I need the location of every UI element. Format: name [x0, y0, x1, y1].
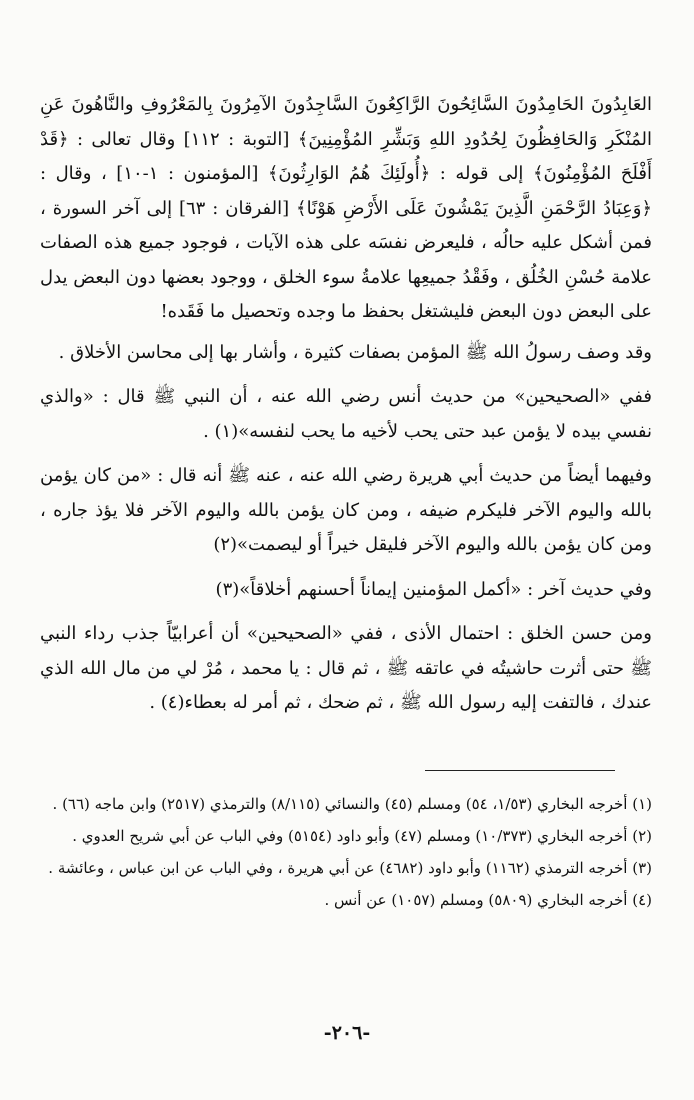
footnote-1: (١) أخرجه البخاري (١/٥٣، ٥٤) ومسلم (٤٥) والنسائي (٨/١١٥) والترمذي (٢٥١٧) وابن ماجه (٦٦) . [52, 795, 652, 813]
footnote-separator [425, 770, 615, 771]
paragraph-bearing-harm: ومن حسن الخلق : احتمال الأذى ، ففي «الصحيحين» أن أعرابيّاً جذب رداء النبي ﷺ حتى أثرت حاشيتُه في عاتقه ﷺ ، ثم قال : يا محمد ، مُرْ لي من مال الله الذي عندك ، فالتفت إليه رسول الله ﷺ ، ثم ضحك ، ثم أمر له بعطاء(٤) . [40, 623, 652, 713]
footnote-3: (٣) أخرجه الترمذي (١١٦٢) وأبو داود (٤٦٨٢) عن أبي هريرة ، وفي الباب عن ابن عباس ، وعائشة . [48, 859, 652, 877]
page-number: -٢٠٦- [323, 1022, 371, 1044]
paragraph-other-hadith: وفي حديث آخر : «أكمل المؤمنين إيماناً أحسنهم أخلاقاً»(٣) [215, 578, 652, 600]
paragraph-abu-hurayra-hadith: وفيهما أيضاً من حديث أبي هريرة رضي الله عنه ، عنه ﷺ أنه قال : «من كان يؤمن بالله واليوم الآخر فليكرم ضيفه ، ومن كان يؤمن بالله واليوم الآخر فلا يؤذ جاره ، ومن كان يؤمن بالله واليوم الآخر فليقل خيراً أو ليصمت»(٢) [40, 465, 652, 555]
paragraph-quran-verses: العَابِدُونَ الحَامِدُونَ السَّائِحُونَ الرَّاكِعُونَ السَّاجِدُونَ الآمِرُونَ بِالمَعْرُوفِ والنَّاهُونَ عَنِ المُنْكَرِ وَالحَافِظُونَ لِحُدُودِ اللهِ وَبَشِّرِ المُؤْمِنِينَ﴾ [التوبة : ١١٢] وقال تعالى : ﴿قَدْ أَفْلَحَ المُؤْمِنُونَ﴾ إلى قوله : ﴿أُولَئِكَ هُمُ الوَارِثُونَ﴾ [المؤمنون : ١-١٠] ، وقال : ﴿وَعِبَادُ الرَّحْمَنِ الَّذِينَ يَمْشُونَ عَلَى الأَرْضِ هَوْنًا﴾ [الفرقان : ٦٣] إلى آخر السورة ، فمن أشكل عليه حالُه ، فليعرض نفسَه على هذه الآيات ، فوجود جميع هذه الصفات علامة حُسْنِ الخُلُق ، وفَقْدُ جميعِها علامةُ سوء الخلق ، ووجود بعضها دون البعض يدل على البعض دون البعض فليشتغل بحفظ ما وجده وتحصيل ما فَقَده! [40, 94, 652, 322]
footnotes [40, 790, 652, 918]
footnote-2: (٢) أخرجه البخاري (١٠/٣٧٣) ومسلم (٤٧) وأبو داود (٥١٥٤) وفي الباب عن أبي شريح العدوي . [72, 827, 652, 845]
paragraph-anas-hadith: ففي «الصحيحين» من حديث أنس رضي الله عنه ، أن النبي ﷺ قال : «والذي نفسي بيده لا يؤمن عبد حتى يحب لأخيه ما يحب لنفسه»(١) . [40, 386, 652, 442]
footnote-4: (٤) أخرجه البخاري (٥٨٠٩) ومسلم (١٠٥٧) عن أنس . [324, 891, 652, 909]
main-text [40, 88, 652, 731]
paragraph-prophet-description: وقد وصف رسولُ الله ﷺ المؤمن بصفات كثيرة ، وأشار بها إلى محاسن الأخلاق . [58, 341, 652, 363]
